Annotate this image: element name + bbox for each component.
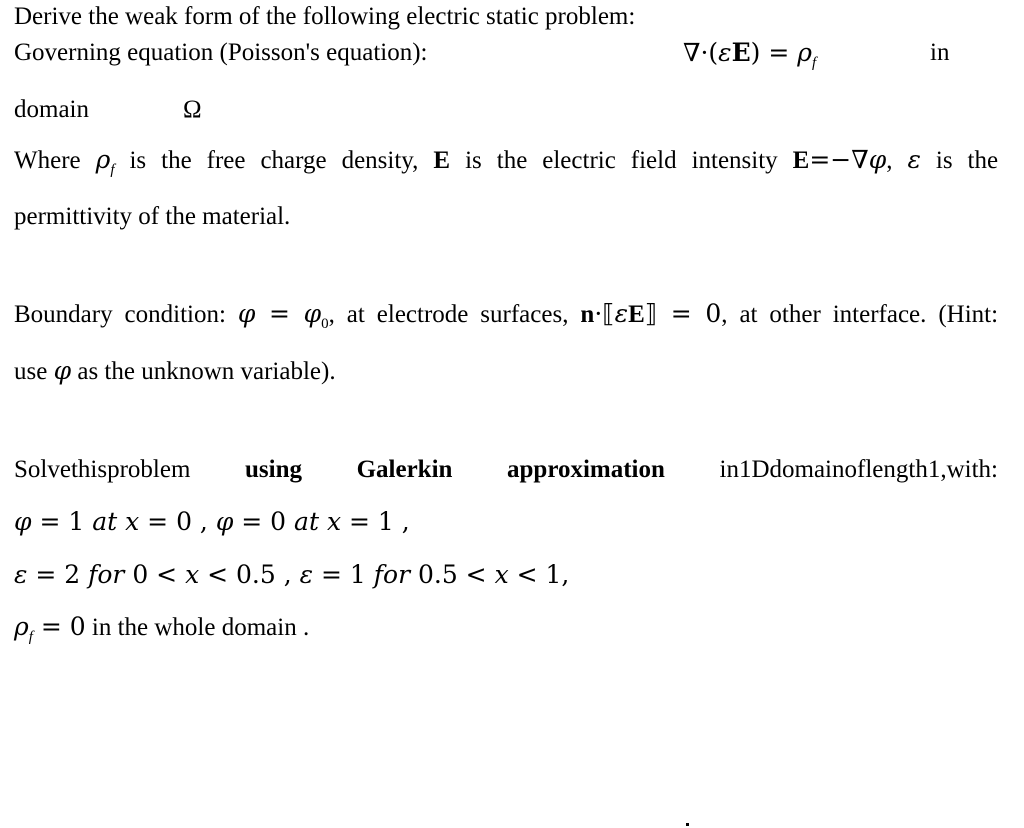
- stray-dot: [686, 823, 689, 826]
- governing-equation: $\nabla\cdot(\varepsilon E) = \rho_f$: [683, 38, 817, 71]
- solve-rho: $\rho_f = 0$ in the whole domain .: [14, 612, 310, 645]
- governing-in: in: [930, 39, 950, 66]
- where-line-2: permittivity of the material.: [14, 203, 291, 230]
- solve-eps: ε = 2 for 0 < x < 0.5 , ε = 1 for 0.5 < x < 1,: [14, 560, 570, 589]
- boundary-line-1: Boundary condition: $\varphi = \varphi_0$, at electrode surfaces, n·⟦εE⟧ = 0, at other interface. (Hint:: [14, 299, 999, 332]
- solve-line-1: Solvethisproblem using Galerkin approximation in1Ddomainoflength1,with:: [14, 456, 998, 483]
- solve-bc: φ = 1 at x = 0 , φ = 0 at x = 1 ,: [14, 507, 410, 536]
- domain-symbol: Ω: [183, 96, 202, 123]
- where-line-1: Where $\rho_f$ is the free charge density, E is the electric field intensity E=−∇φ, ε is the: [14, 145, 999, 178]
- intro-text: Derive the weak form of the following electric static problem:: [14, 3, 636, 30]
- governing-label: Governing equation (Poisson's equation):: [14, 39, 428, 66]
- domain-label: domain: [14, 96, 89, 123]
- boundary-line-2: use φ as the unknown variable).: [14, 356, 336, 385]
